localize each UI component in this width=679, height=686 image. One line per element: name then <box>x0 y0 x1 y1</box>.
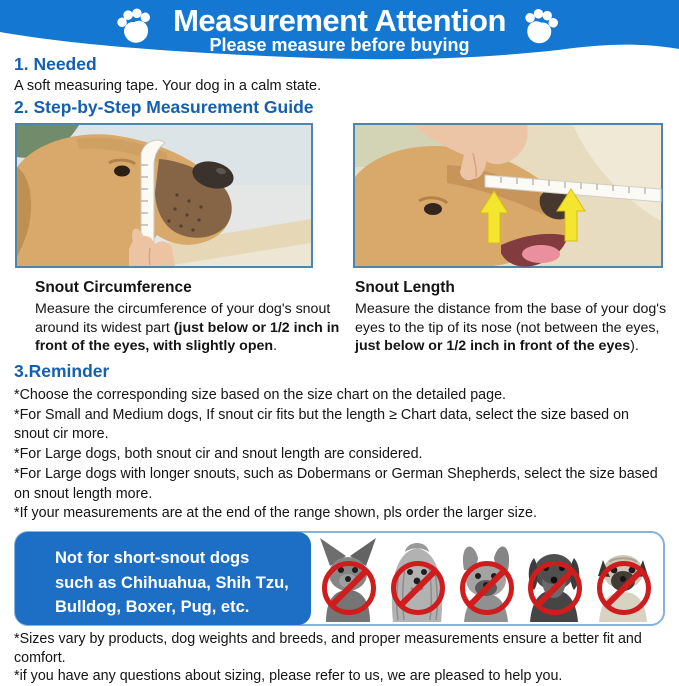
boxer-photo <box>522 536 586 622</box>
no-sign-icon <box>391 561 445 615</box>
snout-circumference-caption: Snout Circumference Measure the circumference of your dog's snout around its widest part (just below or 1/2 inch in front of the eyes, with slightly open. <box>35 279 349 355</box>
reminder-item: *For Large dogs with longer snouts, such as Dobermans or German Shepherds, select the size based on snout length more. <box>14 465 658 502</box>
warning-text-panel <box>15 532 311 625</box>
shih-tzu-photo <box>385 536 449 622</box>
no-sign-icon <box>322 561 376 615</box>
footer-note: *Sizes vary by products, dog weights and breeds, and proper measurements ensure a better fit and comfort. <box>14 631 642 666</box>
page-title: Measurement Attention <box>173 3 506 38</box>
caption-title: Snout Length <box>355 279 455 296</box>
caption-text: Measure the distance from the base of your dog's eyes to the tip of its nose (not between the eyes, <box>355 301 667 336</box>
snout-length-photo <box>353 123 663 268</box>
no-sign-icon <box>460 561 514 615</box>
dog-eye <box>114 166 130 177</box>
reminder-item: *Choose the corresponding size based on the size chart on the detailed page. <box>14 387 506 403</box>
caption-title: Snout Circumference <box>35 279 192 296</box>
reminder-list <box>14 386 662 524</box>
snout-length-illustration <box>355 125 661 266</box>
snout-circumference-illustration <box>17 125 311 266</box>
footer-notes <box>14 630 674 686</box>
reminder-item: *For Large dogs, both snout cir and snout length are considered. <box>14 446 423 463</box>
warning-line: such as Chihuahua, Shih Tzu, <box>55 573 289 592</box>
short-snout-warning-banner <box>14 531 665 626</box>
reminder-item: *If your measurements are at the end of the range shown, pls order the larger size. <box>14 505 537 522</box>
section3-heading: 3.Reminder <box>14 361 110 381</box>
snout-length-caption: Snout Length Measure the distance from the base of your dog's eyes to the tip of its nose (not between the eyes, just below or 1/2 inch in front of the eyes). <box>355 279 669 355</box>
dog-tongue <box>522 245 560 263</box>
warning-line: Not for short-snout dogs <box>55 549 250 567</box>
section1-body: A soft measuring tape. Your dog in a calm state. <box>14 78 322 94</box>
french-bulldog-photo <box>454 536 518 622</box>
caption-text: Measure the circumference of your dog's snout around its widest part <box>35 301 331 336</box>
section2-heading: 2. Step-by-Step Measurement Guide <box>14 97 314 117</box>
snout-circumference-photo <box>15 123 313 268</box>
dog-eye <box>424 203 442 215</box>
no-sign-icon <box>528 561 582 615</box>
prohibited-dogs-row <box>316 537 655 622</box>
chihuahua-photo <box>316 536 380 622</box>
no-sign-icon <box>597 561 651 615</box>
warning-line: Bulldog, Boxer, Pug, etc. <box>55 598 250 616</box>
page-subtitle: Please measure before buying <box>209 35 470 55</box>
footer-note: *if you have any questions about sizing, please refer to us, we are pleased to help you. <box>14 668 563 684</box>
caption-text-bold: (just below or 1/2 inch in front of the eyes, with slightly open <box>35 319 340 354</box>
section1-heading: 1. Needed <box>14 54 97 74</box>
caption-text-bold: just below or 1/2 inch in front of the eyes <box>355 337 631 354</box>
pug-photo <box>591 536 655 622</box>
reminder-item: *For Small and Medium dogs, If snout cir fits but the length ≥ Chart data, select the size based on snout cir more. <box>14 406 629 443</box>
